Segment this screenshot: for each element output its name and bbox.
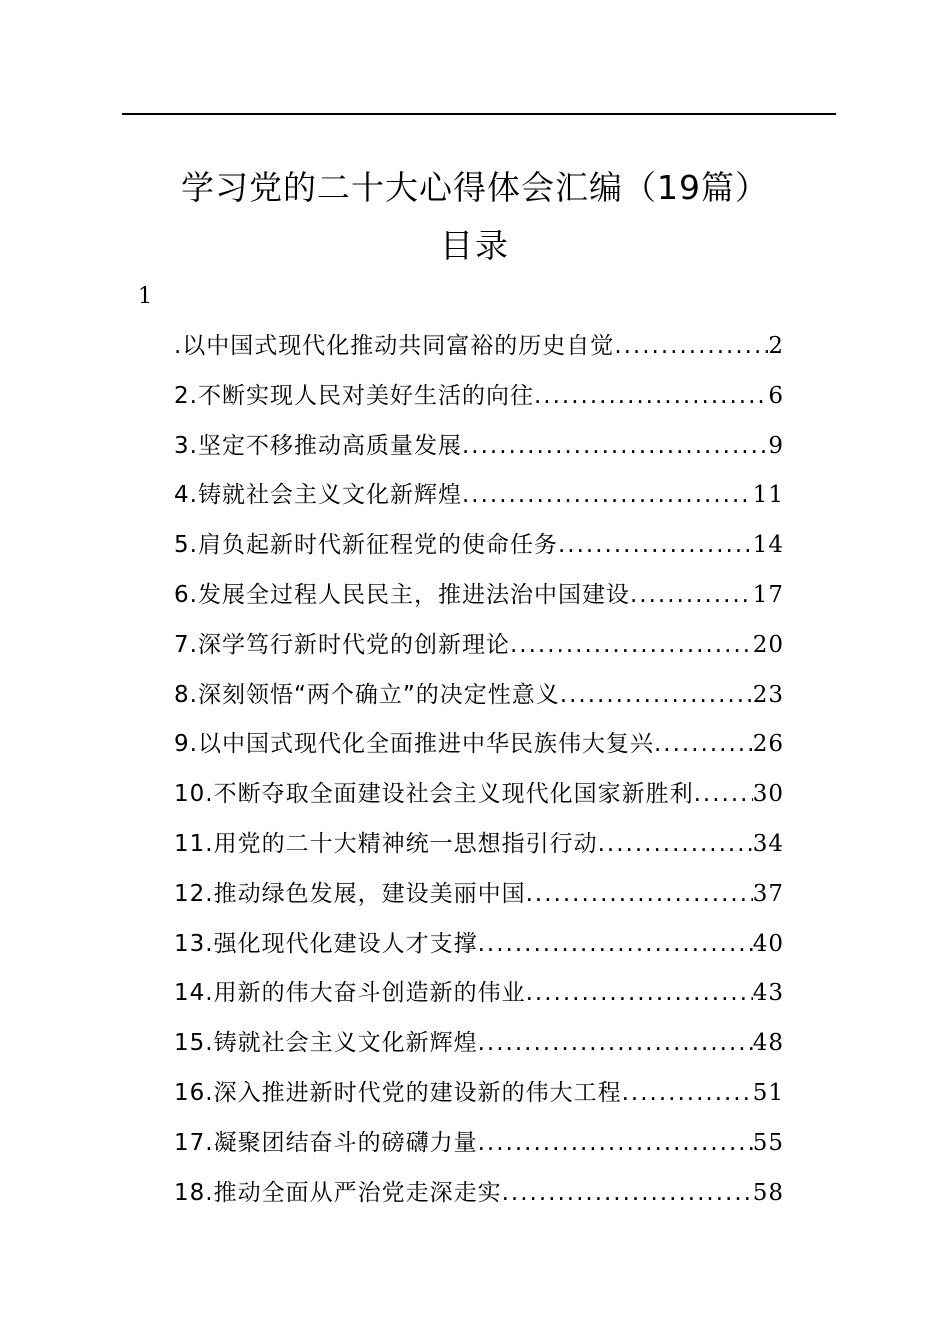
toc-entry-page: 43 bbox=[752, 980, 784, 1007]
toc-entry[interactable] bbox=[174, 720, 784, 770]
toc-entry-page: 9 bbox=[768, 432, 784, 459]
toc-leader-dots bbox=[598, 820, 753, 870]
toc-leader-dots bbox=[478, 1119, 753, 1169]
toc-entry-title: 15.铸就社会主义文化新辉煌 bbox=[174, 1030, 478, 1057]
toc-entry[interactable] bbox=[174, 920, 784, 970]
toc-entry-title: .以中国式现代化推动共同富裕的历史自觉 bbox=[174, 333, 615, 359]
toc-leader-dots bbox=[630, 571, 753, 621]
toc-heading: 目录 bbox=[440, 226, 510, 265]
toc-entry-page: 40 bbox=[752, 930, 784, 957]
toc-entry-title: 14.用新的伟大奋斗创造新的伟业 bbox=[174, 980, 526, 1007]
toc-entry[interactable] bbox=[174, 1019, 784, 1069]
toc-entry-page: 55 bbox=[752, 1129, 784, 1156]
toc-entry[interactable] bbox=[174, 471, 784, 521]
toc-entry-page: 2 bbox=[768, 333, 784, 359]
toc-leader-dots bbox=[694, 770, 753, 820]
toc-entry[interactable] bbox=[174, 571, 784, 621]
toc-entry-page: 17 bbox=[752, 581, 784, 608]
toc-entry-page: 37 bbox=[752, 880, 784, 907]
toc-leader-dots bbox=[478, 920, 753, 970]
toc-entry-title: 12.推动绿色发展，建设美丽中国 bbox=[174, 880, 526, 907]
toc-entry[interactable] bbox=[174, 1069, 784, 1119]
toc-entry-title: 4.铸就社会主义文化新辉煌 bbox=[174, 482, 462, 509]
toc-entry[interactable] bbox=[174, 422, 784, 472]
toc-leader-dots bbox=[526, 969, 753, 1019]
toc-leader-dots bbox=[622, 1069, 753, 1119]
toc-entry-title: 2.不断实现人民对美好生活的向往 bbox=[174, 382, 534, 409]
toc-entry-page: 58 bbox=[752, 1179, 784, 1206]
toc-entry-title: 5.肩负起新时代新征程党的使命任务 bbox=[174, 532, 558, 559]
toc-leader-dots bbox=[560, 671, 753, 721]
toc-entry-page: 6 bbox=[768, 382, 784, 409]
header-rule bbox=[122, 113, 836, 115]
toc-entry-page: 14 bbox=[752, 532, 784, 559]
toc-entry[interactable] bbox=[174, 770, 784, 820]
toc-entry-page: 20 bbox=[752, 631, 784, 658]
toc-leader-dots bbox=[502, 1169, 753, 1219]
toc-entry-title: 16.深入推进新时代党的建设新的伟大工程 bbox=[174, 1079, 622, 1106]
toc-entry-page: 34 bbox=[752, 830, 784, 857]
toc-entry[interactable] bbox=[174, 521, 784, 571]
toc-entry[interactable] bbox=[174, 621, 784, 671]
toc-entry-title: 9.以中国式现代化全面推进中华民族伟大复兴 bbox=[174, 731, 654, 758]
document-title: 学习党的二十大心得体会汇编（19篇） bbox=[181, 168, 769, 207]
toc-entry[interactable] bbox=[174, 820, 784, 870]
toc-entry-page: 23 bbox=[752, 681, 784, 708]
table-of-contents bbox=[174, 322, 784, 1218]
toc-leader-dots bbox=[526, 870, 753, 920]
toc-entry-page: 48 bbox=[752, 1030, 784, 1057]
toc-entry-title: 3.坚定不移推动高质量发展 bbox=[174, 432, 462, 459]
toc-entry-title: 7.深学笃行新时代党的创新理论 bbox=[174, 631, 510, 658]
toc-entry[interactable] bbox=[174, 1119, 784, 1169]
toc-leader-dots bbox=[614, 322, 768, 372]
toc-entry-title: 10.不断夺取全面建设社会主义现代化国家新胜利 bbox=[174, 781, 694, 808]
toc-entry[interactable] bbox=[174, 870, 784, 920]
toc-entry[interactable] bbox=[174, 671, 784, 721]
toc-leader-dots bbox=[462, 422, 768, 472]
toc-entry[interactable] bbox=[174, 322, 784, 372]
toc-leader-dots bbox=[510, 621, 753, 671]
toc-entry-page: 30 bbox=[752, 781, 784, 808]
toc-leader-dots bbox=[654, 720, 753, 770]
toc-leader-dots bbox=[462, 471, 753, 521]
toc-leader-dots bbox=[558, 521, 753, 571]
toc-leader-dots bbox=[534, 372, 768, 422]
toc-entry[interactable] bbox=[174, 969, 784, 1019]
toc-entry[interactable] bbox=[174, 372, 784, 422]
toc-entry-page: 11 bbox=[752, 482, 784, 509]
toc-leader-dots bbox=[478, 1019, 753, 1069]
toc-entry-title: 6.发展全过程人民民主，推进法治中国建设 bbox=[174, 581, 630, 608]
toc-entry-title: 18.推动全面从严治党走深走实 bbox=[174, 1179, 502, 1206]
toc-leading-number: 1 bbox=[138, 284, 152, 309]
toc-entry-title: 11.用党的二十大精神统一思想指引行动 bbox=[174, 830, 598, 857]
toc-entry-title: 17.凝聚团结奋斗的磅礴力量 bbox=[174, 1129, 478, 1156]
toc-entry-title: 13.强化现代化建设人才支撑 bbox=[174, 930, 478, 957]
toc-entry[interactable] bbox=[174, 1169, 784, 1219]
toc-entry-title: 8.深刻领悟“两个确立”的决定性意义 bbox=[174, 681, 560, 708]
toc-entry-page: 51 bbox=[752, 1079, 784, 1106]
toc-entry-page: 26 bbox=[752, 731, 784, 758]
